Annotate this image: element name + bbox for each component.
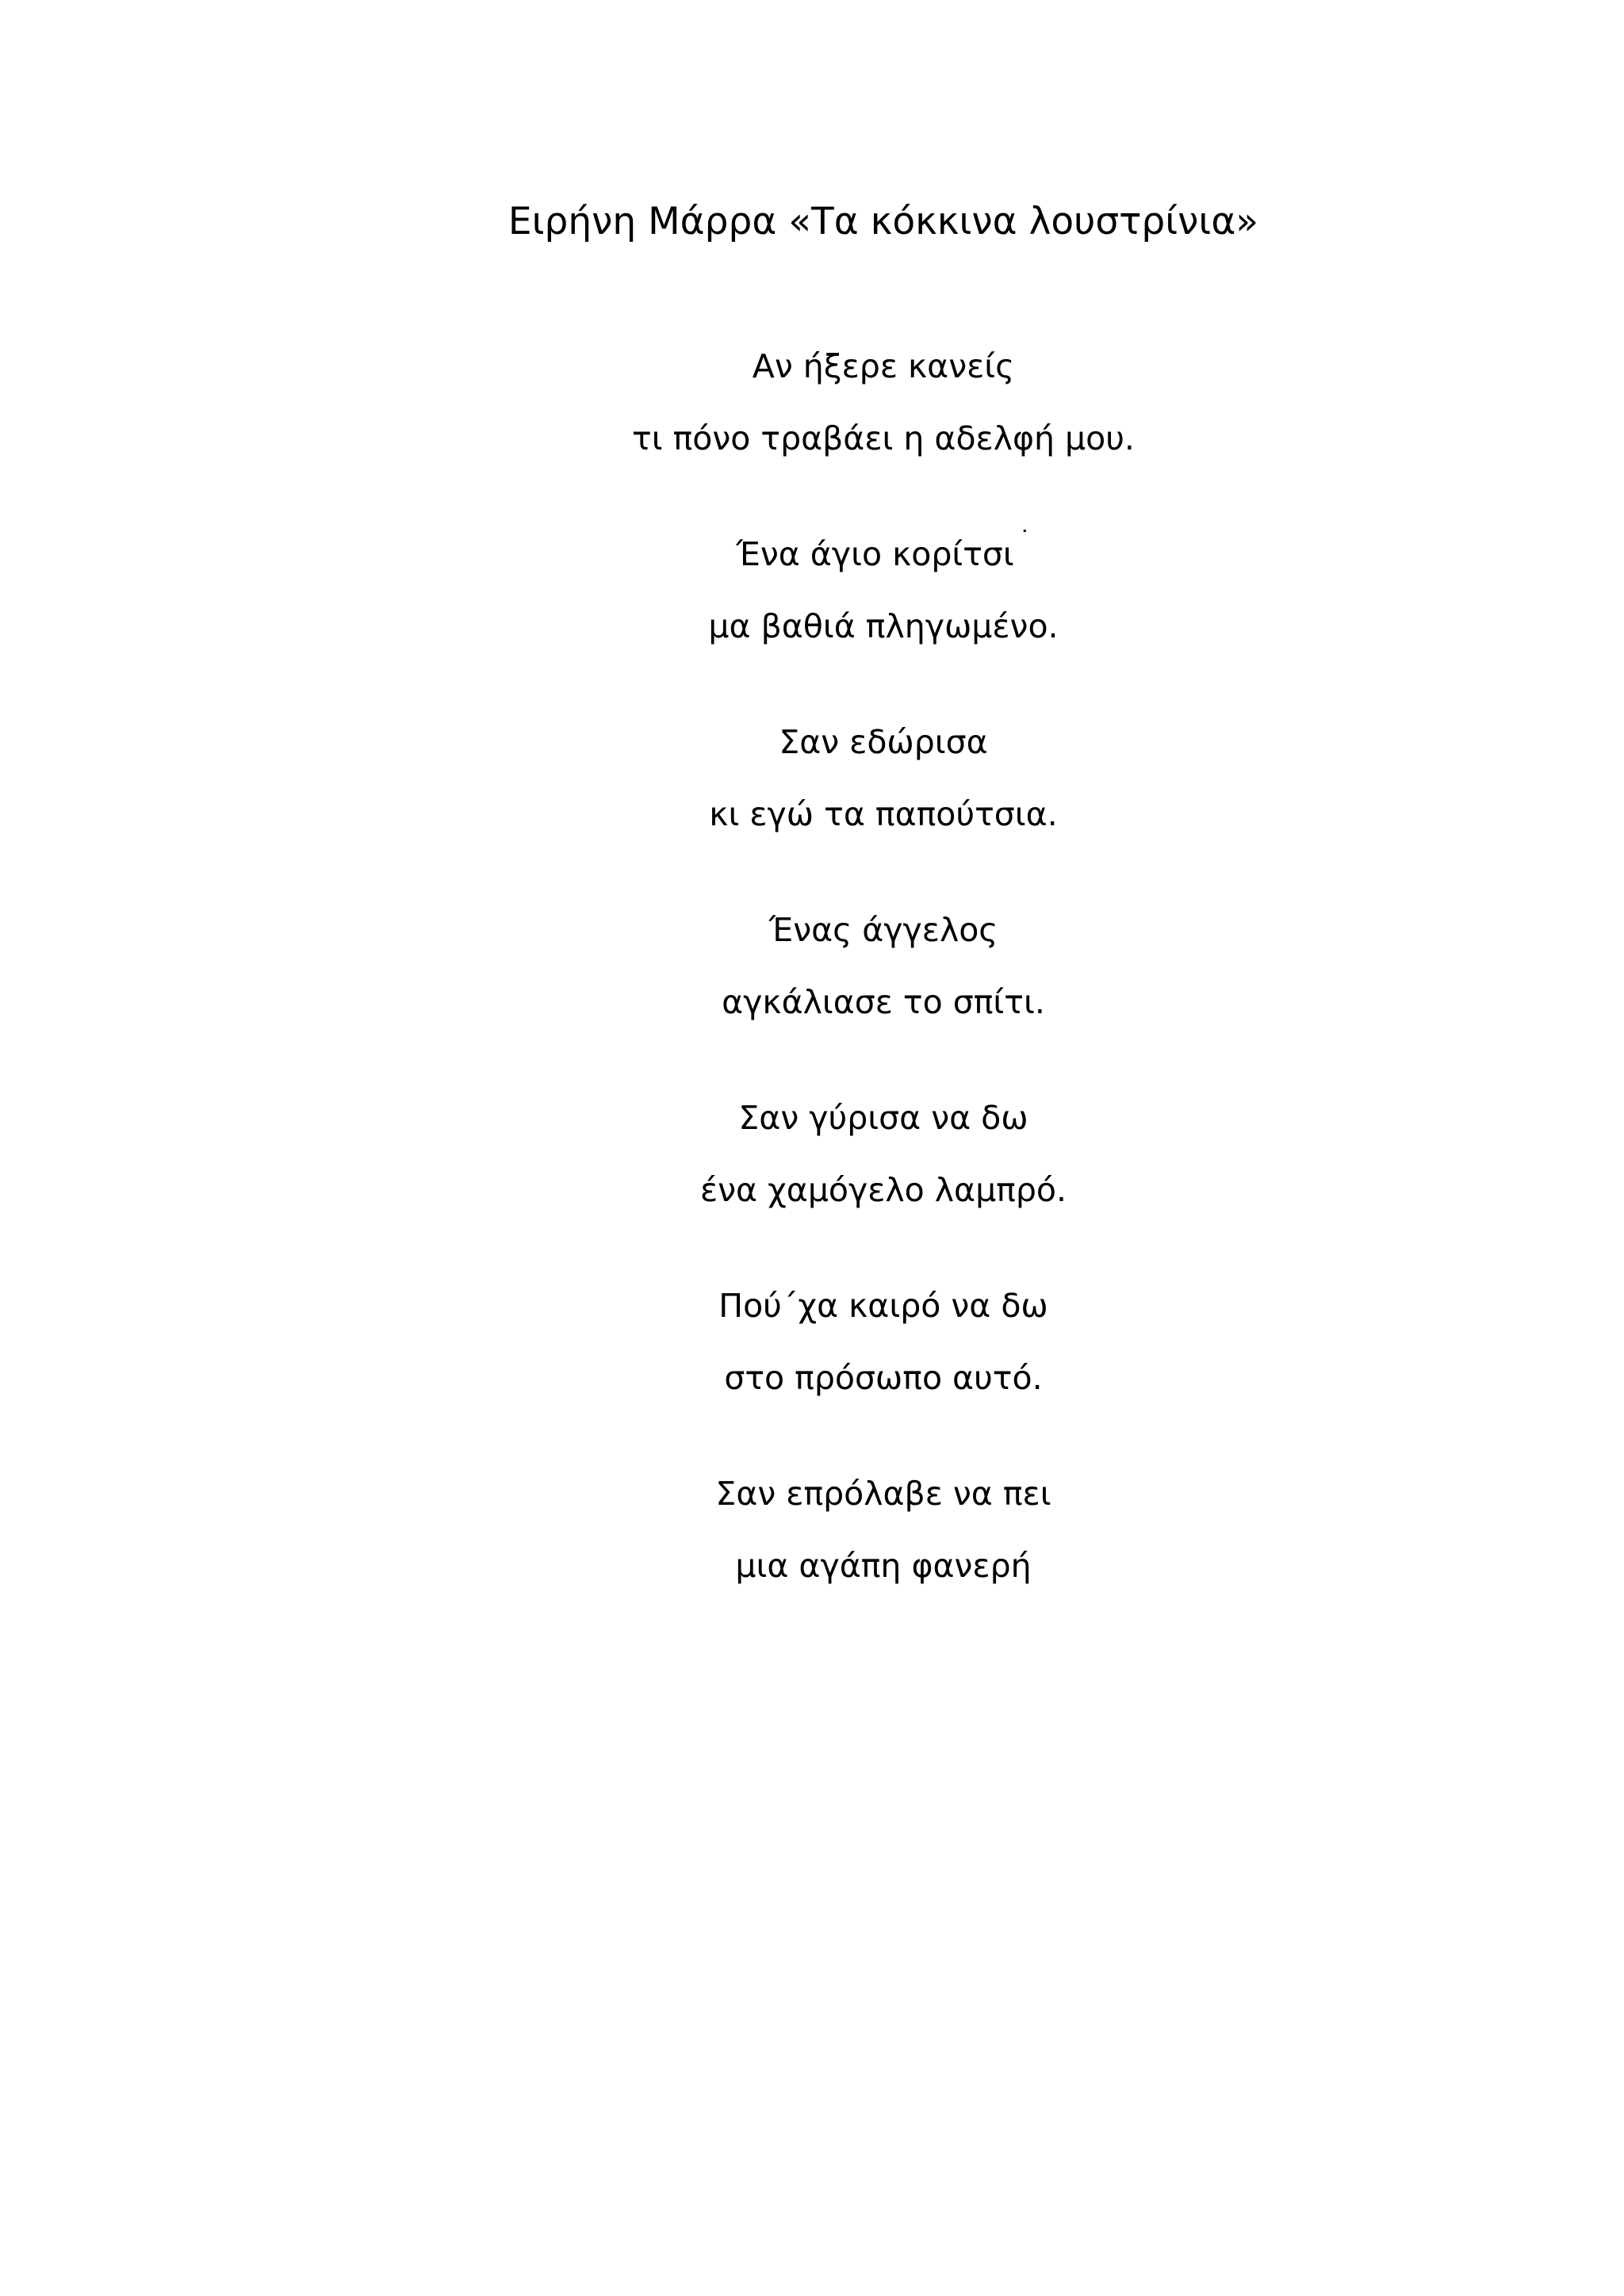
poem-body [0,345,1624,1660]
poem-line: Ένας άγγελος [768,911,998,949]
poem-line: Σαν επρόλαβε να πει [715,1475,1051,1513]
poem-line: Σαν γύρισα να δω [738,1099,1028,1137]
poem-line: ένα χαμόγελο λαμπρό. [699,1171,1067,1209]
poem-line: Σαν εδώρισα [779,723,988,761]
stanza-6 [0,1284,1624,1399]
stanza-2 [0,526,1624,648]
stanza-5 [0,1096,1624,1211]
stanza-4 [0,909,1624,1024]
poem-line: Αν ήξερε κανείς [752,347,1015,385]
stanza-3 [0,721,1624,836]
poem-line: κι εγώ τα παπούτσια. [709,795,1058,833]
poem-line: Πού΄χα καιρό να δω [718,1287,1048,1325]
poem-line: μια αγάπη φανερή [735,1547,1032,1585]
stanza-1 [0,345,1624,460]
ano-teleia-mark: ˙ [1018,526,1031,554]
stanza-7 [0,1472,1624,1587]
poem-line-with-mark [0,526,1624,576]
poem-line: Ένα άγιο κορίτσι [736,535,1014,573]
poem-line: στο πρόσωπο αυτό. [724,1359,1043,1397]
poem-line: τι πόνο τραβάει η αδελφή μου. [632,419,1135,457]
poem-title: Ειρήνη Μάρρα «Τα κόκκινα λουστρίνια» [508,200,1259,243]
poem-line: αγκάλιασε το σπίτι. [722,983,1045,1021]
poem-line: μα βαθιά πληγωμένο. [708,607,1059,645]
